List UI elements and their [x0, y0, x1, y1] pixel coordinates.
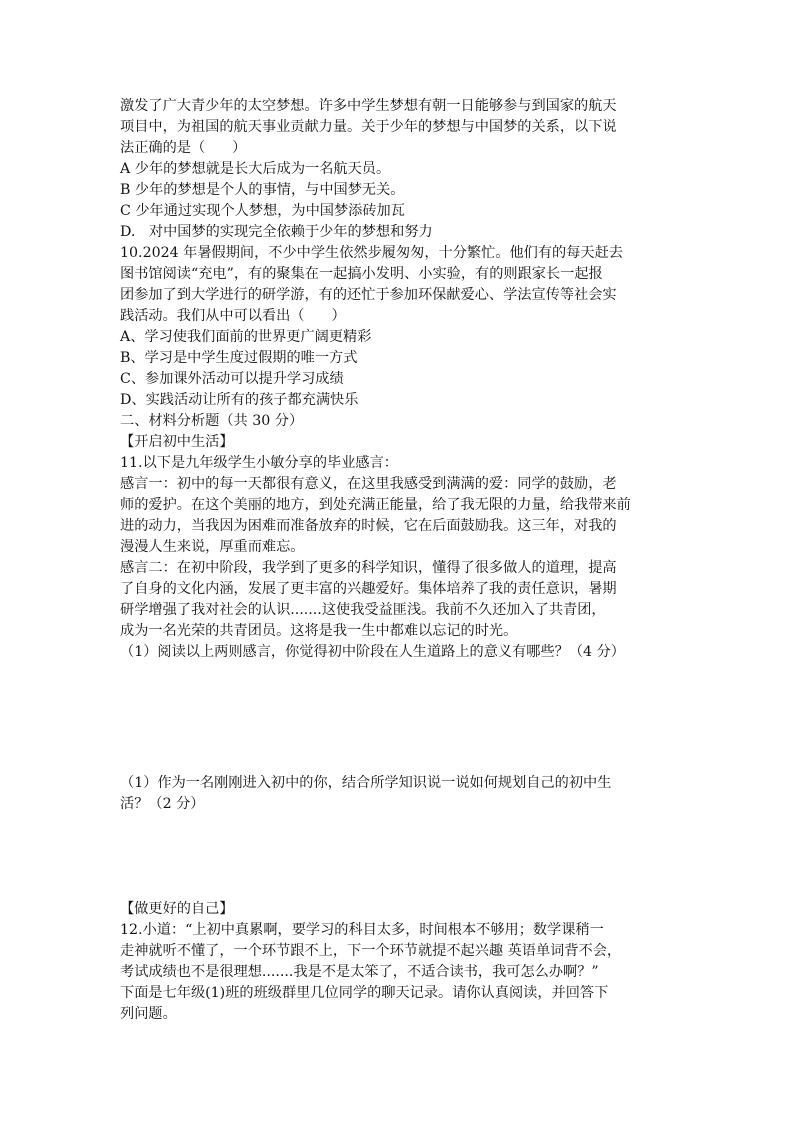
q12-stem-line: 走神就听不懂了，一个环节跟不上，下一个环节就提不起兴趣 英语单词背不会，	[120, 943, 622, 959]
answer-space	[120, 815, 690, 899]
q10-stem-line: 图书馆阅读“充电”，有的聚集在一起搞小发明、小实验，有的则跟家长一起报	[120, 266, 603, 282]
q10-option-d: D、实践活动让所有的孩子都充满快乐	[120, 392, 359, 408]
q9-stem-line: 法正确的是（ ）	[120, 140, 247, 156]
q11-speech2-line: 感言二：在初中阶段，我学到了更多的科学知识，懂得了很多做人的道理，提高	[120, 560, 617, 576]
q10-option-a: A、学习使我们面前的世界更广阔更精彩	[120, 329, 372, 345]
part-title: 【开启初中生活】	[120, 434, 234, 450]
q10-option-c: C、参加课外活动可以提升学习成绩	[120, 371, 344, 387]
section-title: 二、材料分析题（共 30 分）	[120, 413, 304, 429]
q11-speech1-line: 进的动力，当我因为困难而准备放弃的时候，它在后面鼓励我。这三年，对我的	[120, 518, 617, 534]
q11-speech2-line: 研学增强了我对社会的认识.......这使我受益匪浅。我前不久还加入了共青团，	[120, 602, 606, 618]
q10-stem-line: 践活动。我们从中可以看出（ ）	[120, 308, 346, 324]
q9-stem-line: 项目中，为祖国的航天事业贡献力量。关于少年的梦想与中国梦的关系，以下说	[120, 119, 617, 135]
q11-speech2-line: 了自身的文化内涵，发展了更丰富的兴趣爱好。集体培养了我的责任意识，暑期	[120, 581, 617, 597]
q12-stem-line: 12.小道：“上初中真累啊，要学习的科目太多，时间根本不够用；数学课稍一	[120, 922, 604, 938]
q9-option-d: D. 对中国梦的实现完全依赖于少年的梦想和努力	[120, 224, 433, 240]
exam-text	[120, 96, 690, 1025]
q9-option-a: A 少年的梦想就是长大后成为一名航天员。	[120, 161, 391, 177]
q9-option-b: B 少年的梦想是个人的事情，与中国梦无关。	[120, 182, 405, 198]
q9-stem-line: 激发了广大青少年的太空梦想。许多中学生梦想有朝一日能够参与到国家的航天	[120, 98, 617, 114]
q11-intro: 11.以下是九年级学生小敏分享的毕业感言：	[120, 455, 398, 471]
q9-option-c: C 少年通过实现个人梦想，为中国梦添砖加瓦	[120, 203, 405, 219]
answer-space	[120, 663, 690, 773]
q12-stem-line: 下面是七年级(1)班的班级群里几位同学的聊天记录。请你认真阅读，并回答下	[120, 985, 609, 1001]
q12-stem-line: 列问题。	[120, 1006, 177, 1022]
q11-speech1-line: 师的爱护。在这个美丽的地方，到处充满正能量，给了我无限的力量，给我带来前	[120, 497, 631, 513]
q11-speech1-line: 感言一：初中的每一天都很有意义，在这里我感受到满满的爱：同学的鼓励，老	[120, 476, 617, 492]
q11-speech1-line: 漫漫人生来说，厚重而难忘。	[120, 539, 305, 555]
q11-speech2-line: 成为一名光荣的共青团员。这将是我一生中都难以忘记的时光。	[120, 623, 518, 639]
q10-stem-line: 10.2024 年暑假期间，不少中学生依然步履匆匆，十分繁忙。他们有的每天赶去	[120, 245, 623, 261]
q11-sub-question-2: 活？（2 分）	[120, 796, 205, 812]
q12-stem-line: 考试成绩也不是很理想.......我是不是太笨了，不适合读书，我可怎么办啊？”	[120, 964, 599, 980]
q11-sub-question-1: （1）阅读以上两则感言，你觉得初中阶段在人生道路上的意义有哪些？（4 分）	[120, 644, 625, 660]
part-title: 【做更好的自己】	[120, 901, 234, 917]
q10-stem-line: 团参加了到大学进行的研学游，有的还忙于参加环保献爱心、学法宣传等社会实	[120, 287, 617, 303]
q10-option-b: B、学习是中学生度过假期的唯一方式	[120, 350, 358, 366]
q11-sub-question-2: （1）作为一名刚刚进入初中的你，结合所学知识说一说如何规划自己的初中生	[120, 775, 612, 791]
